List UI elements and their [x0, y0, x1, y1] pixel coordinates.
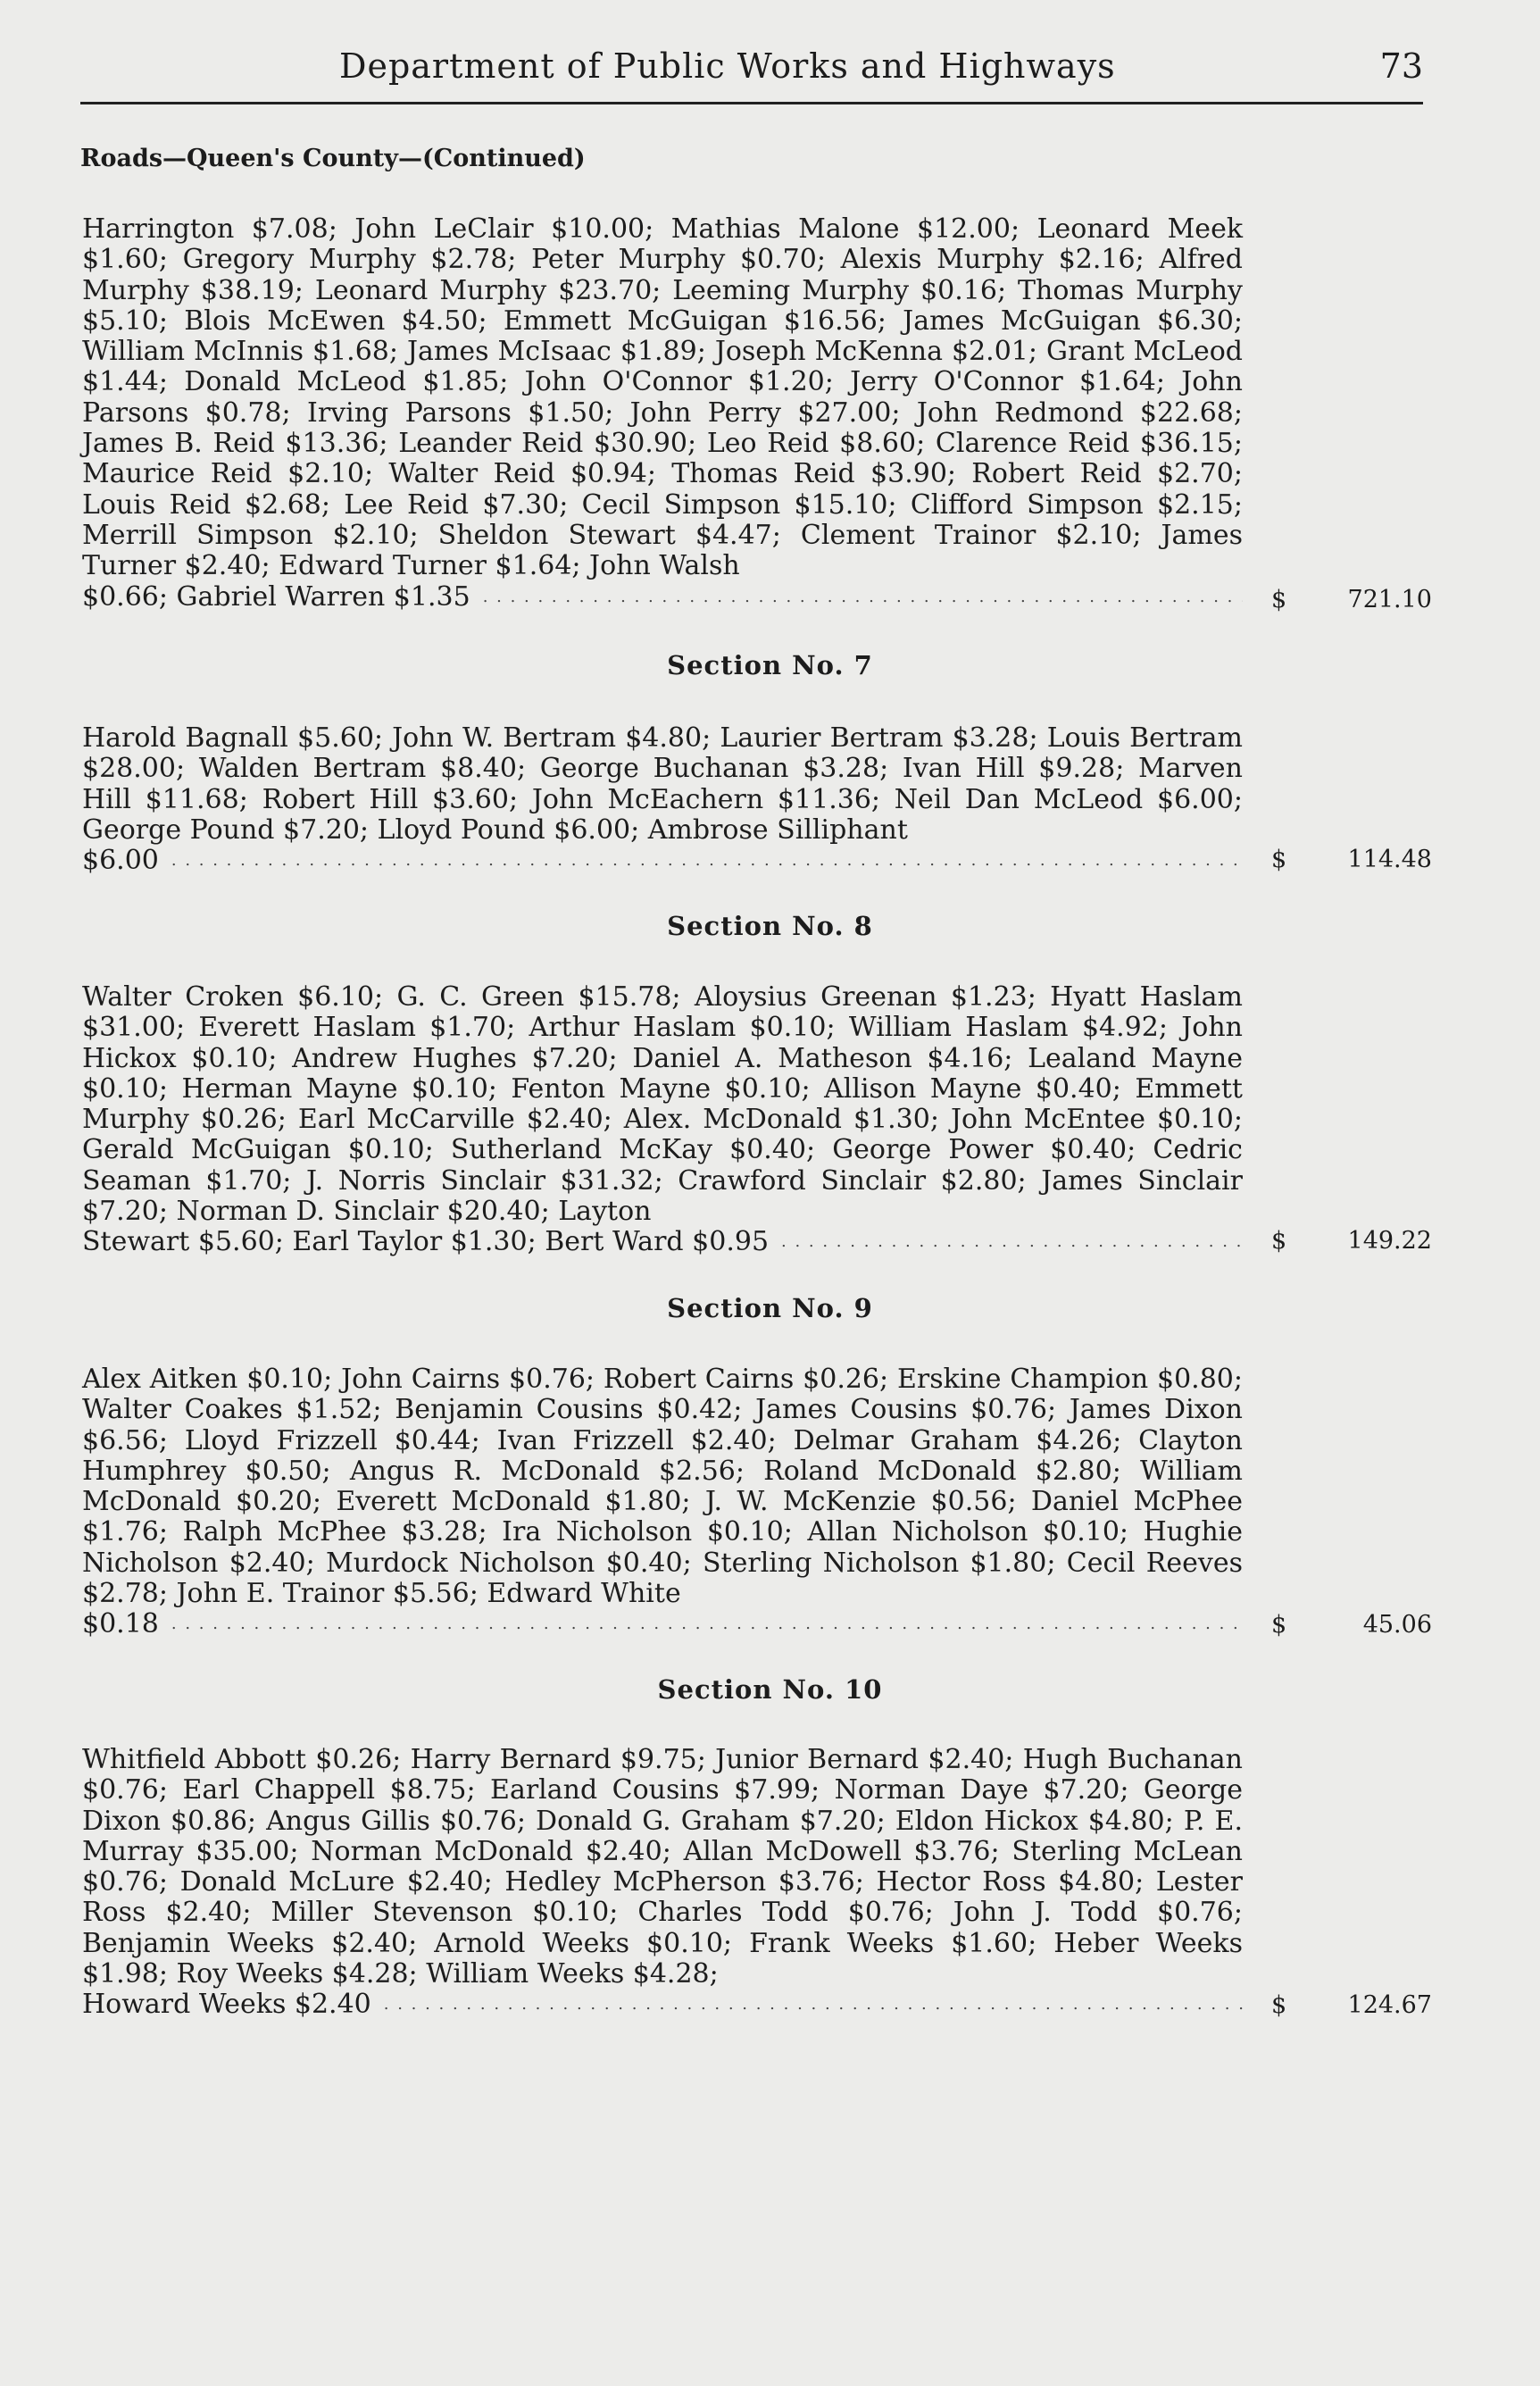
section-heading: Section No. 8 — [667, 911, 873, 941]
dollar-sign: $ — [1271, 1611, 1287, 1639]
page-header — [80, 43, 1423, 96]
payment-list-last-line: $0.66; Gabriel Warren $1.35 . . . — [82, 582, 1243, 616]
payment-list — [82, 723, 1243, 880]
page-number: 73 — [1379, 46, 1423, 86]
payment-list-text: Walter Croken $6.10; G. C. Green $15.78; Aloysius Greenan $1.23; Hyatt Haslam $31.00; Everett Haslam $1.70; Arthur Haslam $0.10; William Haslam $4.92; John Hickox $0.10; Andrew Hughes $7.20; Daniel A. Matheson $4.16; Lealand Mayne $0.10; Herman Mayne $0.10; Fenton Mayne $0.10; Allison Mayne $0.40; Emmett Murphy $0.26; Earl McCarville $2.40; Alex. McDonald $1.30; John McEntee $0.10; Gerald McGuigan $0.10; Sutherland McKay $0.40; George Power $0.40; Cedric Seaman $1.70; J. Norris Sinclair $31.32; Crawford Sinclair $2.80; James Sinclair $7.20; Norman D. Sinclair $20.40; Layton — [82, 981, 1243, 1228]
payment-list-last-line: Howard Weeks $2.40 . . . — [82, 1990, 1243, 2023]
dollar-sign: $ — [1271, 586, 1287, 613]
section-heading: Section No. 10 — [657, 1674, 883, 1705]
payment-list — [82, 1364, 1243, 1644]
running-head: Roads—Queen's County—(Continued) — [80, 145, 586, 172]
section-heading: Section No. 7 — [667, 650, 873, 680]
page-title: Department of Public Works and Highways — [339, 46, 1116, 86]
total-amount: 45.06 — [1362, 1611, 1432, 1639]
payment-list-text: Harrington $7.08; John LeClair $10.00; Mathias Malone $12.00; Leonard Meek $1.60; Gregory Murphy $2.78; Peter Murphy $0.70; Alexis Murphy $2.16; Alfred Murphy $38.19; Leonard Murphy $23.70; Leeming Murphy $0.16; Thomas Murphy $5.10; Blois McEwen $4.50; Emmett McGuigan $16.56; James McGuigan $6.30; William McInnis $1.68; James McIsaac $1.89; Joseph McKenna $2.01; Grant McLeod $1.44; Donald McLeod $1.85; John O'Connor $1.20; Jerry O'Connor $1.64; John Parsons $0.78; Irving Parsons $1.50; John Perry $27.00; John Redmond $22.68; James B. Reid $13.36; Leander Reid $30.90; Leo Reid $8.60; Clarence Reid $36.15; Maurice Reid $2.10; Walter Reid $0.94; Thomas Reid $3.90; Robert Reid $2.70; Louis Reid $2.68; Lee Reid $7.30; Cecil Simpson $15.10; Clifford Simpson $2.15; Merrill Simpson $2.10; Sheldon Stewart $4.47; Clement Trainor $2.10; James Turner $2.40; Edward Turner $1.64; John Walsh — [82, 213, 1243, 582]
payment-list-last-line: $6.00 . . . — [82, 846, 1243, 880]
section-heading: Section No. 9 — [667, 1293, 873, 1323]
total-amount: 721.10 — [1347, 586, 1432, 613]
total-amount: 114.48 — [1347, 846, 1432, 873]
total-amount: 149.22 — [1347, 1227, 1432, 1255]
header-rule — [80, 102, 1423, 104]
dollar-sign: $ — [1271, 846, 1287, 873]
payment-list — [82, 1745, 1243, 2024]
payment-list-last-line: Stewart $5.60; Earl Taylor $1.30; Bert Ward $0.95 . . . — [82, 1227, 1243, 1261]
dollar-sign: $ — [1271, 1991, 1287, 2019]
payment-list-text: Harold Bagnall $5.60; John W. Bertram $4.80; Laurier Bertram $3.28; Louis Bertram $28.00; Walden Bertram $8.40; George Buchanan $3.28; Ivan Hill $9.28; Marven Hill $11.68; Robert Hill $3.60; John McEachern $11.36; Neil Dan McLeod $6.00; George Pound $7.20; Lloyd Pound $6.00; Ambrose Silliphant — [82, 722, 1243, 846]
total-amount: 124.67 — [1347, 1991, 1432, 2019]
payment-list-text: Whitfield Abbott $0.26; Harry Bernard $9.75; Junior Bernard $2.40; Hugh Buchanan $0.76; Earl Chappell $8.75; Earland Cousins $7.99; Norman Daye $7.20; George Dixon $0.86; Angus Gillis $0.76; Donald G. Graham $7.20; Eldon Hickox $4.80; P. E. Murray $35.00; Norman McDonald $2.40; Allan McDowell $3.76; Sterling McLean $0.76; Donald McLure $2.40; Hedley McPherson $3.76; Hector Ross $4.80; Lester Ross $2.40; Miller Stevenson $0.10; Charles Todd $0.76; John J. Todd $0.76; Benjamin Weeks $2.40; Arnold Weeks $0.10; Frank Weeks $1.60; Heber Weeks $1.98; Roy Weeks $4.28; William Weeks $4.28; — [82, 1744, 1243, 1990]
payment-list — [82, 982, 1243, 1262]
payment-list-text: Alex Aitken $0.10; John Cairns $0.76; Robert Cairns $0.26; Erskine Champion $0.80; Walter Coakes $1.52; Benjamin Cousins $0.42; James Cousins $0.76; James Dixon $6.56; Lloyd Frizzell $0.44; Ivan Frizzell $2.40; Delmar Graham $4.26; Clayton Humphrey $0.50; Angus R. McDonald $2.56; Roland McDonald $2.80; William McDonald $0.20; Everett McDonald $1.80; J. W. McKenzie $0.56; Daniel McPhee $1.76; Ralph McPhee $3.28; Ira Nicholson $0.10; Allan Nicholson $0.10; Hughie Nicholson $2.40; Murdock Nicholson $0.40; Sterling Nicholson $1.80; Cecil Reeves $2.78; John E. Trainor $5.56; Edward White — [82, 1364, 1243, 1610]
dollar-sign: $ — [1271, 1227, 1287, 1255]
payment-list-last-line: $0.18 . . . — [82, 1609, 1243, 1643]
payment-list — [82, 214, 1243, 616]
